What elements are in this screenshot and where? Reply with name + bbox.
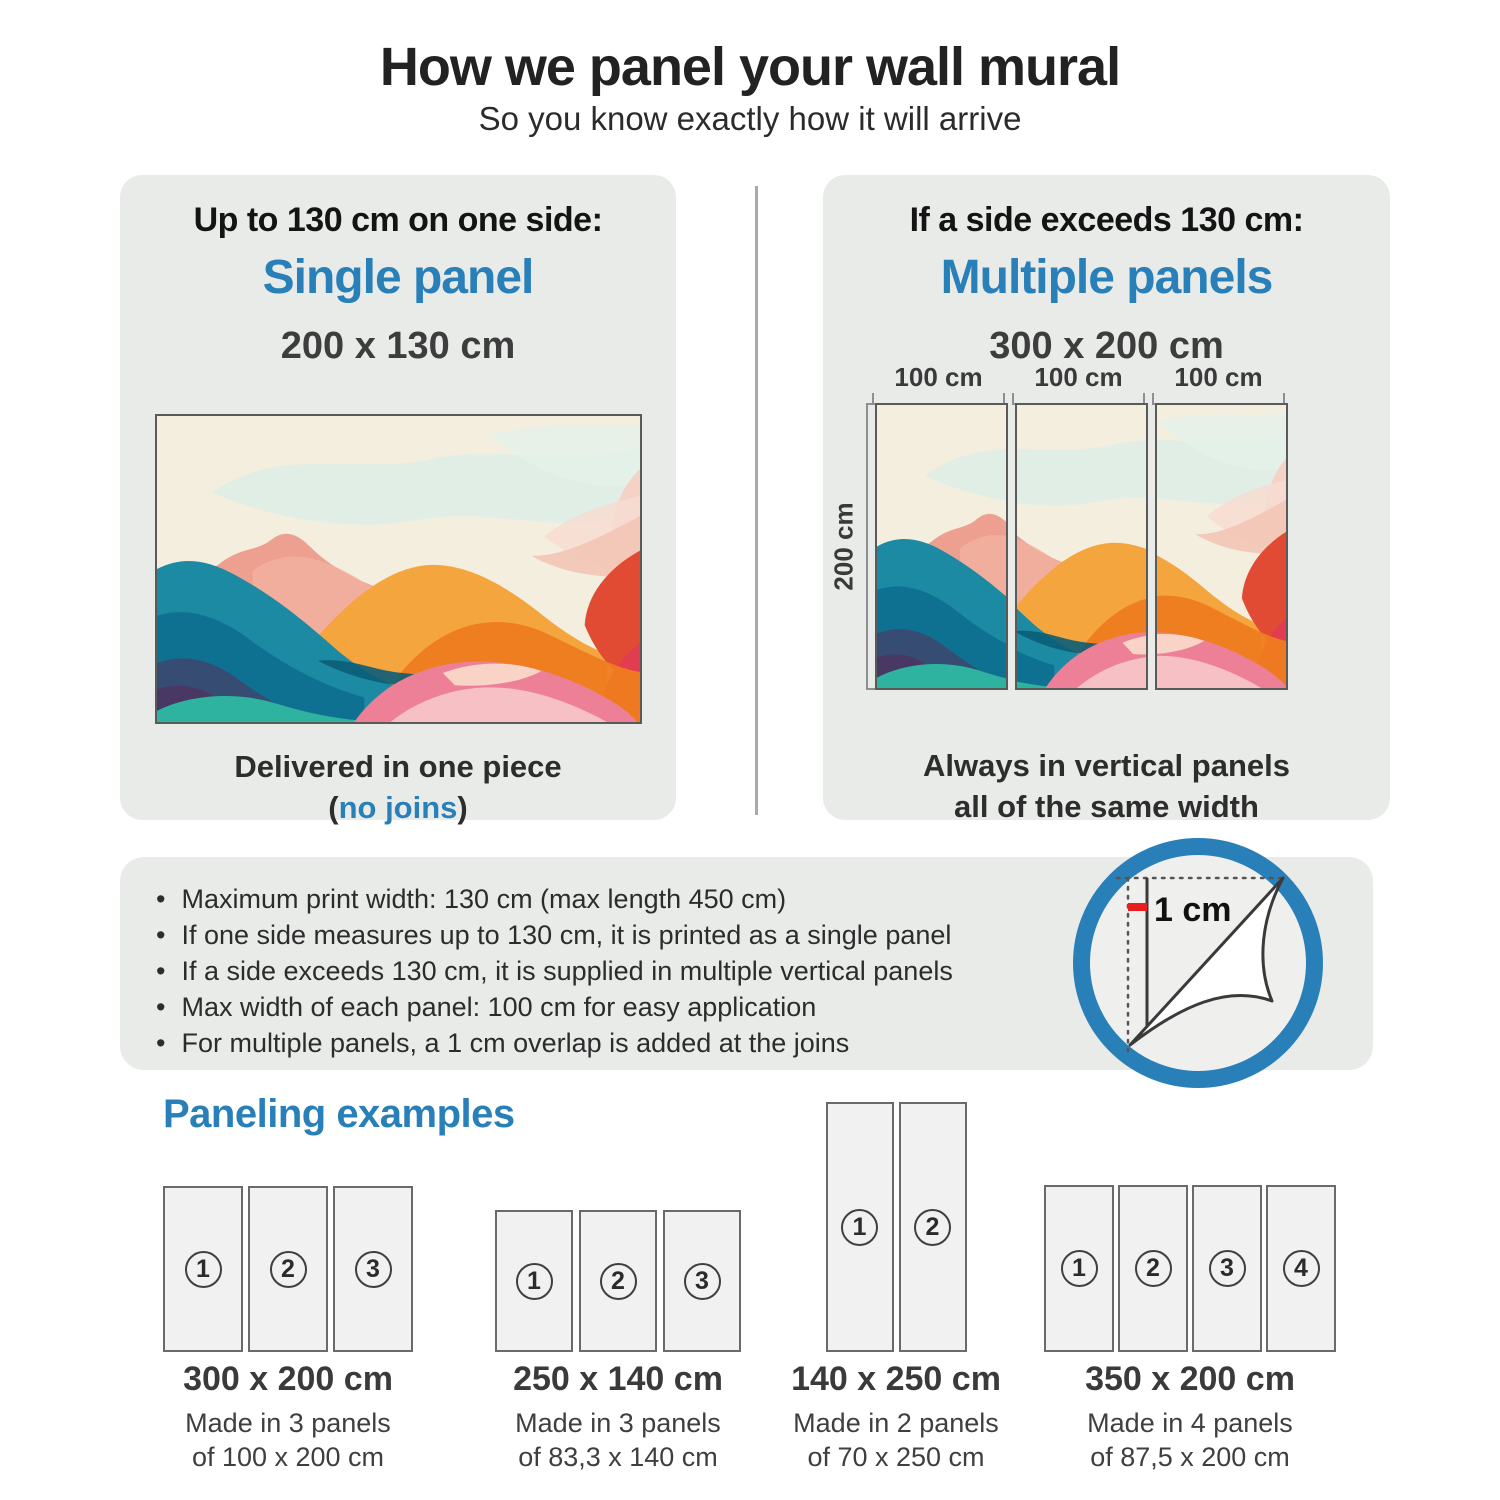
example-panel xyxy=(579,1210,657,1352)
page-title: How we panel your wall mural xyxy=(379,37,1121,97)
example-panel xyxy=(1044,1185,1114,1352)
panel-number-badge: 3 xyxy=(1209,1250,1246,1287)
multiple-panels-size: 300 x 200 cm xyxy=(989,325,1224,367)
example-detail-line1: Made in 4 panels xyxy=(1087,1408,1293,1438)
panel-number-badge: 2 xyxy=(1135,1250,1172,1287)
example-size: 250 x 140 cm xyxy=(513,1360,723,1398)
example-caption xyxy=(118,1360,458,1475)
example-group xyxy=(1044,1185,1336,1352)
example-detail-line2: of 87,5 x 200 cm xyxy=(1090,1441,1290,1472)
width-dimension-labels xyxy=(872,363,1285,405)
example-group xyxy=(495,1210,741,1352)
single-panel-note xyxy=(120,746,676,828)
panel-number-badge: 4 xyxy=(1283,1250,1320,1287)
height-dimension-label: 200 cm xyxy=(828,502,859,591)
example-panel xyxy=(333,1186,413,1352)
panel-number-badge: 1 xyxy=(1061,1250,1098,1287)
panel-number-badge: 1 xyxy=(841,1209,878,1246)
note-highlight: no joins xyxy=(338,790,458,826)
overlap-label: 1 cm xyxy=(1154,891,1232,929)
mural-panel-slice xyxy=(1015,403,1148,690)
page-curl-icon xyxy=(1090,855,1306,1071)
example-caption xyxy=(1020,1360,1360,1475)
example-detail-line2: of 70 x 250 cm xyxy=(807,1441,985,1472)
panel-number-badge: 2 xyxy=(600,1263,637,1300)
bullet-dot: • xyxy=(156,956,166,986)
note-paren-open: ( xyxy=(328,790,339,826)
example-panel xyxy=(248,1186,328,1352)
example-panel xyxy=(899,1102,967,1352)
bullet-text: If one side measures up to 130 cm, it is printed as a single panel xyxy=(181,920,952,950)
example-panel xyxy=(163,1186,243,1352)
example-detail-line1: Made in 3 panels xyxy=(185,1408,391,1438)
bullet-text: Max width of each panel: 100 cm for easy application xyxy=(181,992,817,1022)
example-detail-line2: of 100 x 200 cm xyxy=(191,1441,385,1472)
width-dimension-label: 100 cm xyxy=(894,362,983,392)
example-detail xyxy=(726,1407,1066,1475)
bullet-text: For multiple panels, a 1 cm overlap is added at the joins xyxy=(181,1028,850,1058)
note-paren-close: ) xyxy=(457,790,468,826)
bullet-dot: • xyxy=(156,920,166,950)
panel-number-badge: 3 xyxy=(355,1251,392,1288)
panel-number-badge: 2 xyxy=(270,1251,307,1288)
panel-number-badge: 1 xyxy=(185,1251,222,1288)
example-detail xyxy=(1020,1407,1360,1475)
single-panel-condition: Up to 130 cm on one side: xyxy=(193,201,603,239)
panel-number-badge: 1 xyxy=(516,1263,553,1300)
width-dimension-cell xyxy=(1152,363,1285,405)
example-detail-line1: Made in 3 panels xyxy=(515,1408,721,1438)
example-group xyxy=(826,1102,967,1352)
bullet-text: Maximum print width: 130 cm (max length 450 cm) xyxy=(181,884,787,914)
width-dimension-cell xyxy=(872,363,1005,405)
width-dimension-label: 100 cm xyxy=(1174,362,1263,392)
example-detail xyxy=(118,1407,458,1475)
note-line: Delivered in one piece xyxy=(234,749,562,784)
example-size: 300 x 200 cm xyxy=(183,1360,393,1398)
example-panel xyxy=(826,1102,894,1352)
example-group xyxy=(163,1186,413,1352)
bullet-dot: • xyxy=(156,1028,166,1058)
height-dimension-bracket xyxy=(866,403,875,690)
example-panel xyxy=(663,1210,741,1352)
mural-panel-slices xyxy=(875,403,1288,690)
multiple-panels-note xyxy=(823,745,1390,827)
multiple-panels-condition: If a side exceeds 130 cm: xyxy=(909,201,1304,239)
example-panel xyxy=(1118,1185,1188,1352)
multiple-panels-label: Multiple panels xyxy=(940,251,1273,304)
example-panel xyxy=(495,1210,573,1352)
example-caption xyxy=(726,1360,1066,1475)
bullet-text: If a side exceeds 130 cm, it is supplied in multiple vertical panels xyxy=(181,956,953,986)
mural-image xyxy=(155,414,642,724)
mural-panel-slice xyxy=(875,403,1008,690)
bullet-dot: • xyxy=(156,992,166,1022)
example-size: 350 x 200 cm xyxy=(1085,1360,1295,1398)
overlap-icon xyxy=(1073,838,1323,1088)
card-divider xyxy=(755,186,758,815)
page-subtitle: So you know exactly how it will arrive xyxy=(478,100,1022,137)
examples-heading: Paneling examples xyxy=(163,1092,515,1136)
note-line: Always in vertical panels xyxy=(922,748,1290,783)
panel-number-badge: 2 xyxy=(914,1209,951,1246)
multiple-panels-card xyxy=(823,175,1390,825)
single-panel-card xyxy=(120,175,676,826)
note-line: all of the same width xyxy=(954,789,1259,825)
example-detail-line1: Made in 2 panels xyxy=(793,1408,999,1438)
bullet-dot: • xyxy=(156,884,166,914)
example-panel xyxy=(1266,1185,1336,1352)
mural-panel-slice xyxy=(1155,403,1288,690)
panel-number-badge: 3 xyxy=(684,1263,721,1300)
width-dimension-label: 100 cm xyxy=(1034,362,1123,392)
single-panel-size: 200 x 130 cm xyxy=(280,325,516,367)
example-size: 140 x 250 cm xyxy=(791,1360,1001,1398)
example-detail-line2: of 83,3 x 140 cm xyxy=(518,1441,718,1472)
single-panel-label: Single panel xyxy=(262,251,534,304)
example-panel xyxy=(1192,1185,1262,1352)
width-dimension-cell xyxy=(1012,363,1145,405)
